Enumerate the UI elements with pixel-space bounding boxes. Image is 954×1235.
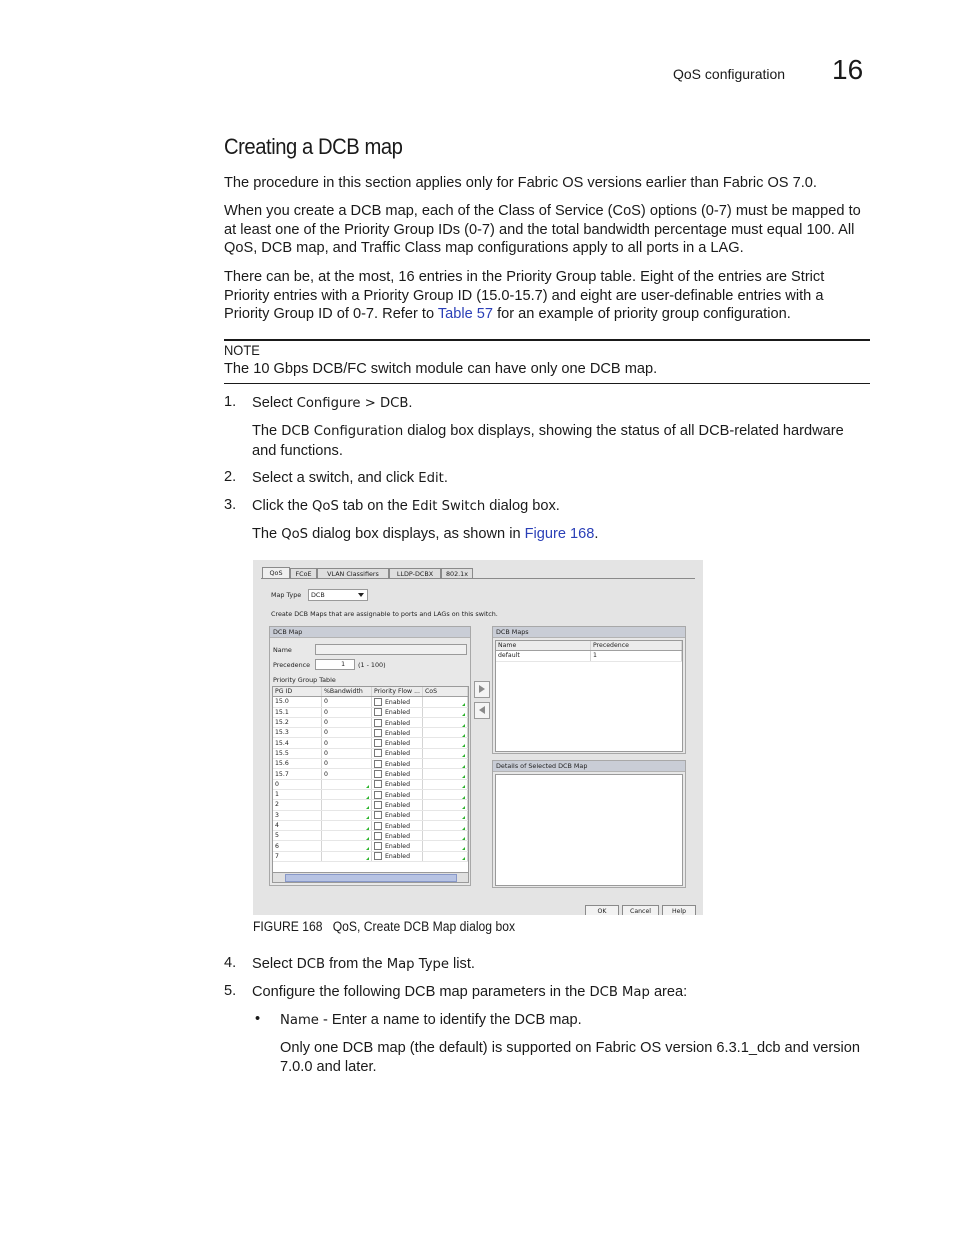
- edit-indicator-icon: [366, 837, 369, 840]
- details-panel-title: Details of Selected DCB Map: [493, 761, 685, 772]
- priority-flow-cell[interactable]: [372, 779, 423, 789]
- step-1: [252, 394, 870, 414]
- cos-cell[interactable]: [422, 841, 467, 851]
- step-2-text: Select a switch, and click: [252, 470, 419, 486]
- name-label: Name: [273, 646, 292, 654]
- step-1-sub: [252, 422, 870, 460]
- step-3-mid: tab on the: [338, 498, 412, 514]
- bullet-name-text: - Enter a name to identify the DCB map.: [318, 1012, 582, 1028]
- details-box: [495, 774, 683, 886]
- priority-flow-cell[interactable]: [372, 810, 423, 820]
- figure-caption: [253, 919, 515, 934]
- pgt-col-priority-flow[interactable]: Priority Flow ...: [372, 687, 423, 697]
- bullet-name: [280, 1011, 870, 1031]
- edit-indicator-icon: [462, 703, 465, 706]
- bandwidth-cell[interactable]: [322, 820, 372, 830]
- bandwidth-cell[interactable]: [322, 728, 372, 738]
- pgid-cell: 15.6: [273, 759, 322, 769]
- cos-cell[interactable]: [422, 820, 467, 830]
- pgid-cell: 0: [273, 779, 322, 789]
- edit-indicator-icon: [366, 816, 369, 819]
- ui-dcb: DCB: [296, 957, 326, 972]
- priority-flow-value: Enabled: [385, 832, 411, 840]
- step-3-text: Click the: [252, 498, 313, 514]
- step-1-number: 1.: [224, 394, 237, 410]
- table-row[interactable]: [273, 820, 468, 830]
- map-precedence-cell: 1: [591, 651, 682, 661]
- cos-cell[interactable]: [422, 779, 467, 789]
- pgid-cell: 15.4: [273, 738, 322, 748]
- step-3-sub: [252, 525, 870, 545]
- priority-flow-value: Enabled: [385, 698, 411, 706]
- checkbox[interactable]: [374, 852, 382, 860]
- bandwidth-cell[interactable]: [322, 841, 372, 851]
- cos-cell[interactable]: [422, 697, 467, 707]
- note-label: NOTE: [224, 342, 260, 358]
- table-row[interactable]: [273, 707, 468, 717]
- table-row[interactable]: [273, 841, 468, 851]
- cos-cell[interactable]: [422, 769, 467, 779]
- step-3: [252, 497, 870, 517]
- pgid-cell: 2: [273, 800, 322, 810]
- priority-flow-cell[interactable]: [372, 841, 423, 851]
- bandwidth-cell[interactable]: [322, 738, 372, 748]
- step-4: [252, 955, 870, 975]
- chapter-number: 16: [832, 54, 864, 85]
- checkbox[interactable]: [374, 749, 382, 757]
- table-row[interactable]: [273, 759, 468, 769]
- edit-indicator-icon: [366, 827, 369, 830]
- step-1-text: Select: [252, 395, 297, 411]
- step-4-number: 4.: [224, 955, 237, 971]
- edit-indicator-icon: [366, 857, 369, 860]
- cos-cell[interactable]: [422, 789, 467, 799]
- ui-qos-dialog: QoS: [281, 527, 309, 542]
- bandwidth-value: 0: [324, 729, 328, 737]
- step-4-text: Select: [252, 956, 297, 972]
- checkbox[interactable]: [374, 698, 382, 706]
- step-1-sub-end: dialog box displays, showing the status of all DCB-related hardware and functions.: [252, 423, 844, 459]
- priority-flow-value: Enabled: [385, 771, 411, 779]
- ui-name: Name: [280, 1013, 319, 1028]
- tab-strip-line: [261, 578, 695, 579]
- arrow-left-icon: [479, 706, 485, 714]
- ui-configure-dcb: Configure > DCB: [296, 396, 409, 411]
- priority-flow-cell[interactable]: [372, 769, 423, 779]
- step-3-sub-text: The: [252, 526, 282, 542]
- tab-802-1x[interactable]: 802.1x: [441, 568, 473, 579]
- priority-flow-value: Enabled: [385, 843, 411, 851]
- edit-indicator-icon: [462, 765, 465, 768]
- cos-cell[interactable]: [422, 748, 467, 758]
- table-row[interactable]: [273, 717, 468, 727]
- edit-indicator-icon: [366, 796, 369, 799]
- pgid-cell: 15.2: [273, 717, 322, 727]
- pgid-cell: 15.7: [273, 769, 322, 779]
- step-1-end: .: [408, 395, 413, 411]
- edit-indicator-icon: [366, 785, 369, 788]
- priority-flow-cell[interactable]: [372, 820, 423, 830]
- pgid-cell: 15.5: [273, 748, 322, 758]
- checkbox[interactable]: [374, 842, 382, 850]
- cos-cell[interactable]: [422, 831, 467, 841]
- edit-indicator-icon: [462, 713, 465, 716]
- table-row[interactable]: [496, 651, 682, 661]
- pgid-cell: 7: [273, 851, 322, 861]
- bandwidth-value: 0: [324, 749, 328, 757]
- edit-indicator-icon: [462, 744, 465, 747]
- step-2-end: .: [443, 470, 448, 486]
- figure-caption-text: QoS, Create DCB Map dialog box: [332, 919, 516, 934]
- bandwidth-cell[interactable]: [322, 707, 372, 717]
- bandwidth-value: 0: [324, 698, 328, 706]
- tab-fcoe[interactable]: FCoE: [290, 568, 317, 579]
- checkbox[interactable]: [374, 719, 382, 727]
- ui-dcb-configuration: DCB Configuration: [281, 424, 404, 439]
- bandwidth-cell[interactable]: [322, 717, 372, 727]
- edit-indicator-icon: [462, 837, 465, 840]
- section-title: Creating a DCB map: [224, 134, 403, 159]
- priority-flow-cell[interactable]: [372, 789, 423, 799]
- tab-qos[interactable]: QoS: [262, 567, 290, 579]
- table-row[interactable]: [273, 789, 468, 799]
- table-row[interactable]: [273, 738, 468, 748]
- table-row[interactable]: [273, 697, 468, 707]
- pgid-cell: 1: [273, 789, 322, 799]
- pgid-cell: 5: [273, 831, 322, 841]
- edit-indicator-icon: [462, 785, 465, 788]
- checkbox[interactable]: [374, 791, 382, 799]
- checkbox[interactable]: [374, 729, 382, 737]
- checkbox[interactable]: [374, 780, 382, 788]
- priority-flow-cell[interactable]: [372, 800, 423, 810]
- pgt-col-pgid[interactable]: PG ID: [273, 687, 322, 697]
- priority-flow-cell[interactable]: [372, 728, 423, 738]
- pgt-col-cos[interactable]: CoS: [422, 687, 467, 697]
- pgid-cell: 15.1: [273, 707, 322, 717]
- priority-flow-cell[interactable]: [372, 759, 423, 769]
- bandwidth-value: 0: [324, 760, 328, 768]
- ui-edit: Edit: [418, 471, 444, 486]
- edit-indicator-icon: [462, 775, 465, 778]
- dcb-maps-panel: [492, 626, 686, 754]
- map-type-label: Map Type: [271, 591, 302, 599]
- step-3-sub-end: .: [594, 526, 599, 542]
- pgt-col-bandwidth[interactable]: %Bandwidth: [322, 687, 372, 697]
- ui-map-type: Map Type: [386, 957, 449, 972]
- priority-flow-value: Enabled: [385, 781, 411, 789]
- bandwidth-cell[interactable]: [322, 748, 372, 758]
- cos-cell[interactable]: [422, 800, 467, 810]
- priority-flow-cell[interactable]: [372, 831, 423, 841]
- checkbox[interactable]: [374, 739, 382, 747]
- step-1-sub-text: The: [252, 423, 282, 439]
- table-row[interactable]: [273, 851, 468, 861]
- running-header-section: QoS configuration: [673, 66, 786, 82]
- paragraph-3-text: There can be, at the most, 16 entries in the Priority Group table. Eight of the entries are Strict Priority entries with a Priority Group ID (15.0-15.7) and eight are user-definable entries with a Priority Group ID of 0-7. Refer to: [224, 269, 825, 322]
- table-row[interactable]: [273, 769, 468, 779]
- bandwidth-cell[interactable]: [322, 697, 372, 707]
- pgid-cell: 6: [273, 841, 322, 851]
- tab-lldp-dcbx[interactable]: LLDP-DCBX: [389, 568, 441, 579]
- bandwidth-cell[interactable]: [322, 800, 372, 810]
- table-row[interactable]: [273, 831, 468, 841]
- step-5: [252, 983, 870, 1003]
- priority-group-table: [272, 686, 469, 874]
- map-name-cell: default: [496, 651, 591, 661]
- ok-button[interactable]: OK: [585, 905, 619, 915]
- edit-indicator-icon: [462, 827, 465, 830]
- checkbox[interactable]: [374, 822, 382, 830]
- priority-flow-value: Enabled: [385, 822, 411, 830]
- help-button[interactable]: Help: [662, 905, 696, 915]
- checkbox[interactable]: [374, 811, 382, 819]
- checkbox[interactable]: [374, 832, 382, 840]
- step-2-number: 2.: [224, 469, 237, 485]
- tab-vlan-classifiers[interactable]: VLAN Classifiers: [317, 568, 389, 579]
- checkbox[interactable]: [374, 801, 382, 809]
- bandwidth-cell[interactable]: [322, 779, 372, 789]
- bandwidth-value: 0: [324, 770, 328, 778]
- priority-flow-value: Enabled: [385, 729, 411, 737]
- priority-flow-value: Enabled: [385, 709, 411, 717]
- horizontal-scrollbar[interactable]: [272, 872, 469, 883]
- ui-qos: QoS: [312, 499, 339, 514]
- step-3-number: 3.: [224, 497, 237, 513]
- note-bottom-rule: [224, 383, 870, 384]
- edit-indicator-icon: [462, 754, 465, 757]
- step-3-end: dialog box.: [485, 498, 560, 514]
- note-text: The 10 Gbps DCB/FC switch module can have only one DCB map.: [224, 361, 658, 377]
- dcb-maps-panel-title: DCB Maps: [493, 627, 685, 638]
- table-row[interactable]: [273, 779, 468, 789]
- pgid-cell: 15.3: [273, 728, 322, 738]
- figure-caption-number: FIGURE 168: [253, 919, 323, 934]
- bullet-name-sub: Only one DCB map (the default) is supported on Fabric OS version 6.3.1_dcb and version 7.0.0 and later.: [280, 1040, 861, 1075]
- priority-flow-value: Enabled: [385, 760, 411, 768]
- priority-flow-cell[interactable]: [372, 707, 423, 717]
- maps-col-name[interactable]: Name: [496, 641, 591, 651]
- bandwidth-cell[interactable]: [322, 769, 372, 779]
- ui-dcb-map: DCB Map: [589, 985, 650, 1000]
- cos-cell[interactable]: [422, 728, 467, 738]
- precedence-range: (1 - 100): [358, 661, 386, 669]
- chevron-down-icon: [358, 593, 364, 597]
- details-panel: [492, 760, 686, 888]
- edit-indicator-icon: [462, 816, 465, 819]
- pgid-cell: 15.0: [273, 697, 322, 707]
- priority-flow-value: Enabled: [385, 853, 411, 861]
- priority-flow-cell[interactable]: [372, 697, 423, 707]
- cancel-button[interactable]: Cancel: [622, 905, 659, 915]
- table-row[interactable]: [273, 748, 468, 758]
- precedence-label: Precedence: [273, 661, 311, 669]
- precedence-value: 1: [341, 661, 345, 668]
- step-2: [252, 469, 870, 489]
- step-4-end: list.: [449, 956, 475, 972]
- priority-flow-value: Enabled: [385, 812, 411, 820]
- dcb-map-panel-title: DCB Map: [270, 627, 470, 638]
- bandwidth-value: 0: [324, 708, 328, 716]
- edit-indicator-icon: [462, 724, 465, 727]
- priority-flow-value: Enabled: [385, 801, 411, 809]
- edit-indicator-icon: [462, 796, 465, 799]
- bullet-icon: •: [255, 1011, 261, 1027]
- table-row[interactable]: [273, 728, 468, 738]
- pgid-cell: 3: [273, 810, 322, 820]
- dcb-maps-table: [495, 640, 683, 752]
- step-5-text: Configure the following DCB map parameters in the: [252, 984, 590, 1000]
- edit-indicator-icon: [462, 734, 465, 737]
- paragraph-2: When you create a DCB map, each of the Class of Service (CoS) options (0-7) must be mapped to at least one of the Priority Group IDs (0-7) and the total bandwidth percentage must equal 100. All QoS, DCB map, and Traffic Class map configurations apply to all ports in a LAG.: [224, 203, 861, 256]
- cos-cell[interactable]: [422, 759, 467, 769]
- bandwidth-cell[interactable]: [322, 831, 372, 841]
- edit-indicator-icon: [462, 847, 465, 850]
- cos-cell[interactable]: [422, 707, 467, 717]
- step-5-end: area:: [649, 984, 688, 1000]
- step-4-mid: from the: [325, 956, 387, 972]
- priority-flow-cell[interactable]: [372, 851, 423, 861]
- priority-group-table-label: Priority Group Table: [273, 676, 336, 684]
- remove-map-button[interactable]: [474, 702, 490, 719]
- paragraph-1: The procedure in this section applies only for Fabric OS versions earlier than Fabric OS 7.0.: [224, 175, 817, 191]
- checkbox[interactable]: [374, 770, 382, 778]
- precedence-spinner[interactable]: [315, 659, 355, 670]
- step-5-number: 5.: [224, 983, 237, 999]
- priority-flow-value: Enabled: [385, 740, 411, 748]
- map-type-select[interactable]: [308, 589, 368, 601]
- bandwidth-cell[interactable]: [322, 851, 372, 861]
- bandwidth-cell[interactable]: [322, 789, 372, 799]
- priority-flow-cell[interactable]: [372, 717, 423, 727]
- maps-col-precedence[interactable]: Precedence: [591, 641, 682, 651]
- edit-indicator-icon: [462, 857, 465, 860]
- edit-indicator-icon: [366, 847, 369, 850]
- checkbox[interactable]: [374, 760, 382, 768]
- dcb-map-panel: [269, 626, 471, 886]
- table-row[interactable]: [273, 810, 468, 820]
- figure-168-link[interactable]: Figure 168: [524, 526, 595, 542]
- cos-cell[interactable]: [422, 717, 467, 727]
- instruction-text: Create DCB Maps that are assignable to ports and LAGs on this switch.: [271, 610, 498, 618]
- name-input[interactable]: [315, 644, 467, 655]
- bandwidth-value: 0: [324, 739, 328, 747]
- scrollbar-thumb[interactable]: [285, 874, 457, 882]
- bandwidth-cell[interactable]: [322, 810, 372, 820]
- ui-edit-switch: Edit Switch: [411, 499, 486, 514]
- note-top-rule: [224, 339, 870, 341]
- edit-indicator-icon: [366, 806, 369, 809]
- table-57-link[interactable]: Table 57: [437, 306, 494, 322]
- priority-flow-value: Enabled: [385, 719, 411, 727]
- paragraph-3: [224, 268, 870, 324]
- step-3-sub-mid: dialog box displays, as shown in: [308, 526, 525, 542]
- priority-flow-cell[interactable]: [372, 738, 423, 748]
- priority-flow-value: Enabled: [385, 791, 411, 799]
- cos-cell[interactable]: [422, 810, 467, 820]
- paragraph-3-text-end: for an example of priority group configuration.: [493, 306, 791, 322]
- arrow-right-icon: [479, 685, 485, 693]
- table-row[interactable]: [273, 800, 468, 810]
- cos-cell[interactable]: [422, 851, 467, 861]
- cos-cell[interactable]: [422, 738, 467, 748]
- pgid-cell: 4: [273, 820, 322, 830]
- map-type-value: DCB: [311, 591, 325, 599]
- add-map-button[interactable]: [474, 681, 490, 698]
- priority-flow-cell[interactable]: [372, 748, 423, 758]
- bandwidth-value: 0: [324, 719, 328, 727]
- pgt-header-row: [273, 687, 468, 697]
- priority-flow-value: Enabled: [385, 750, 411, 758]
- bandwidth-cell[interactable]: [322, 759, 372, 769]
- checkbox[interactable]: [374, 708, 382, 716]
- edit-indicator-icon: [462, 806, 465, 809]
- qos-dialog-figure: [253, 560, 703, 915]
